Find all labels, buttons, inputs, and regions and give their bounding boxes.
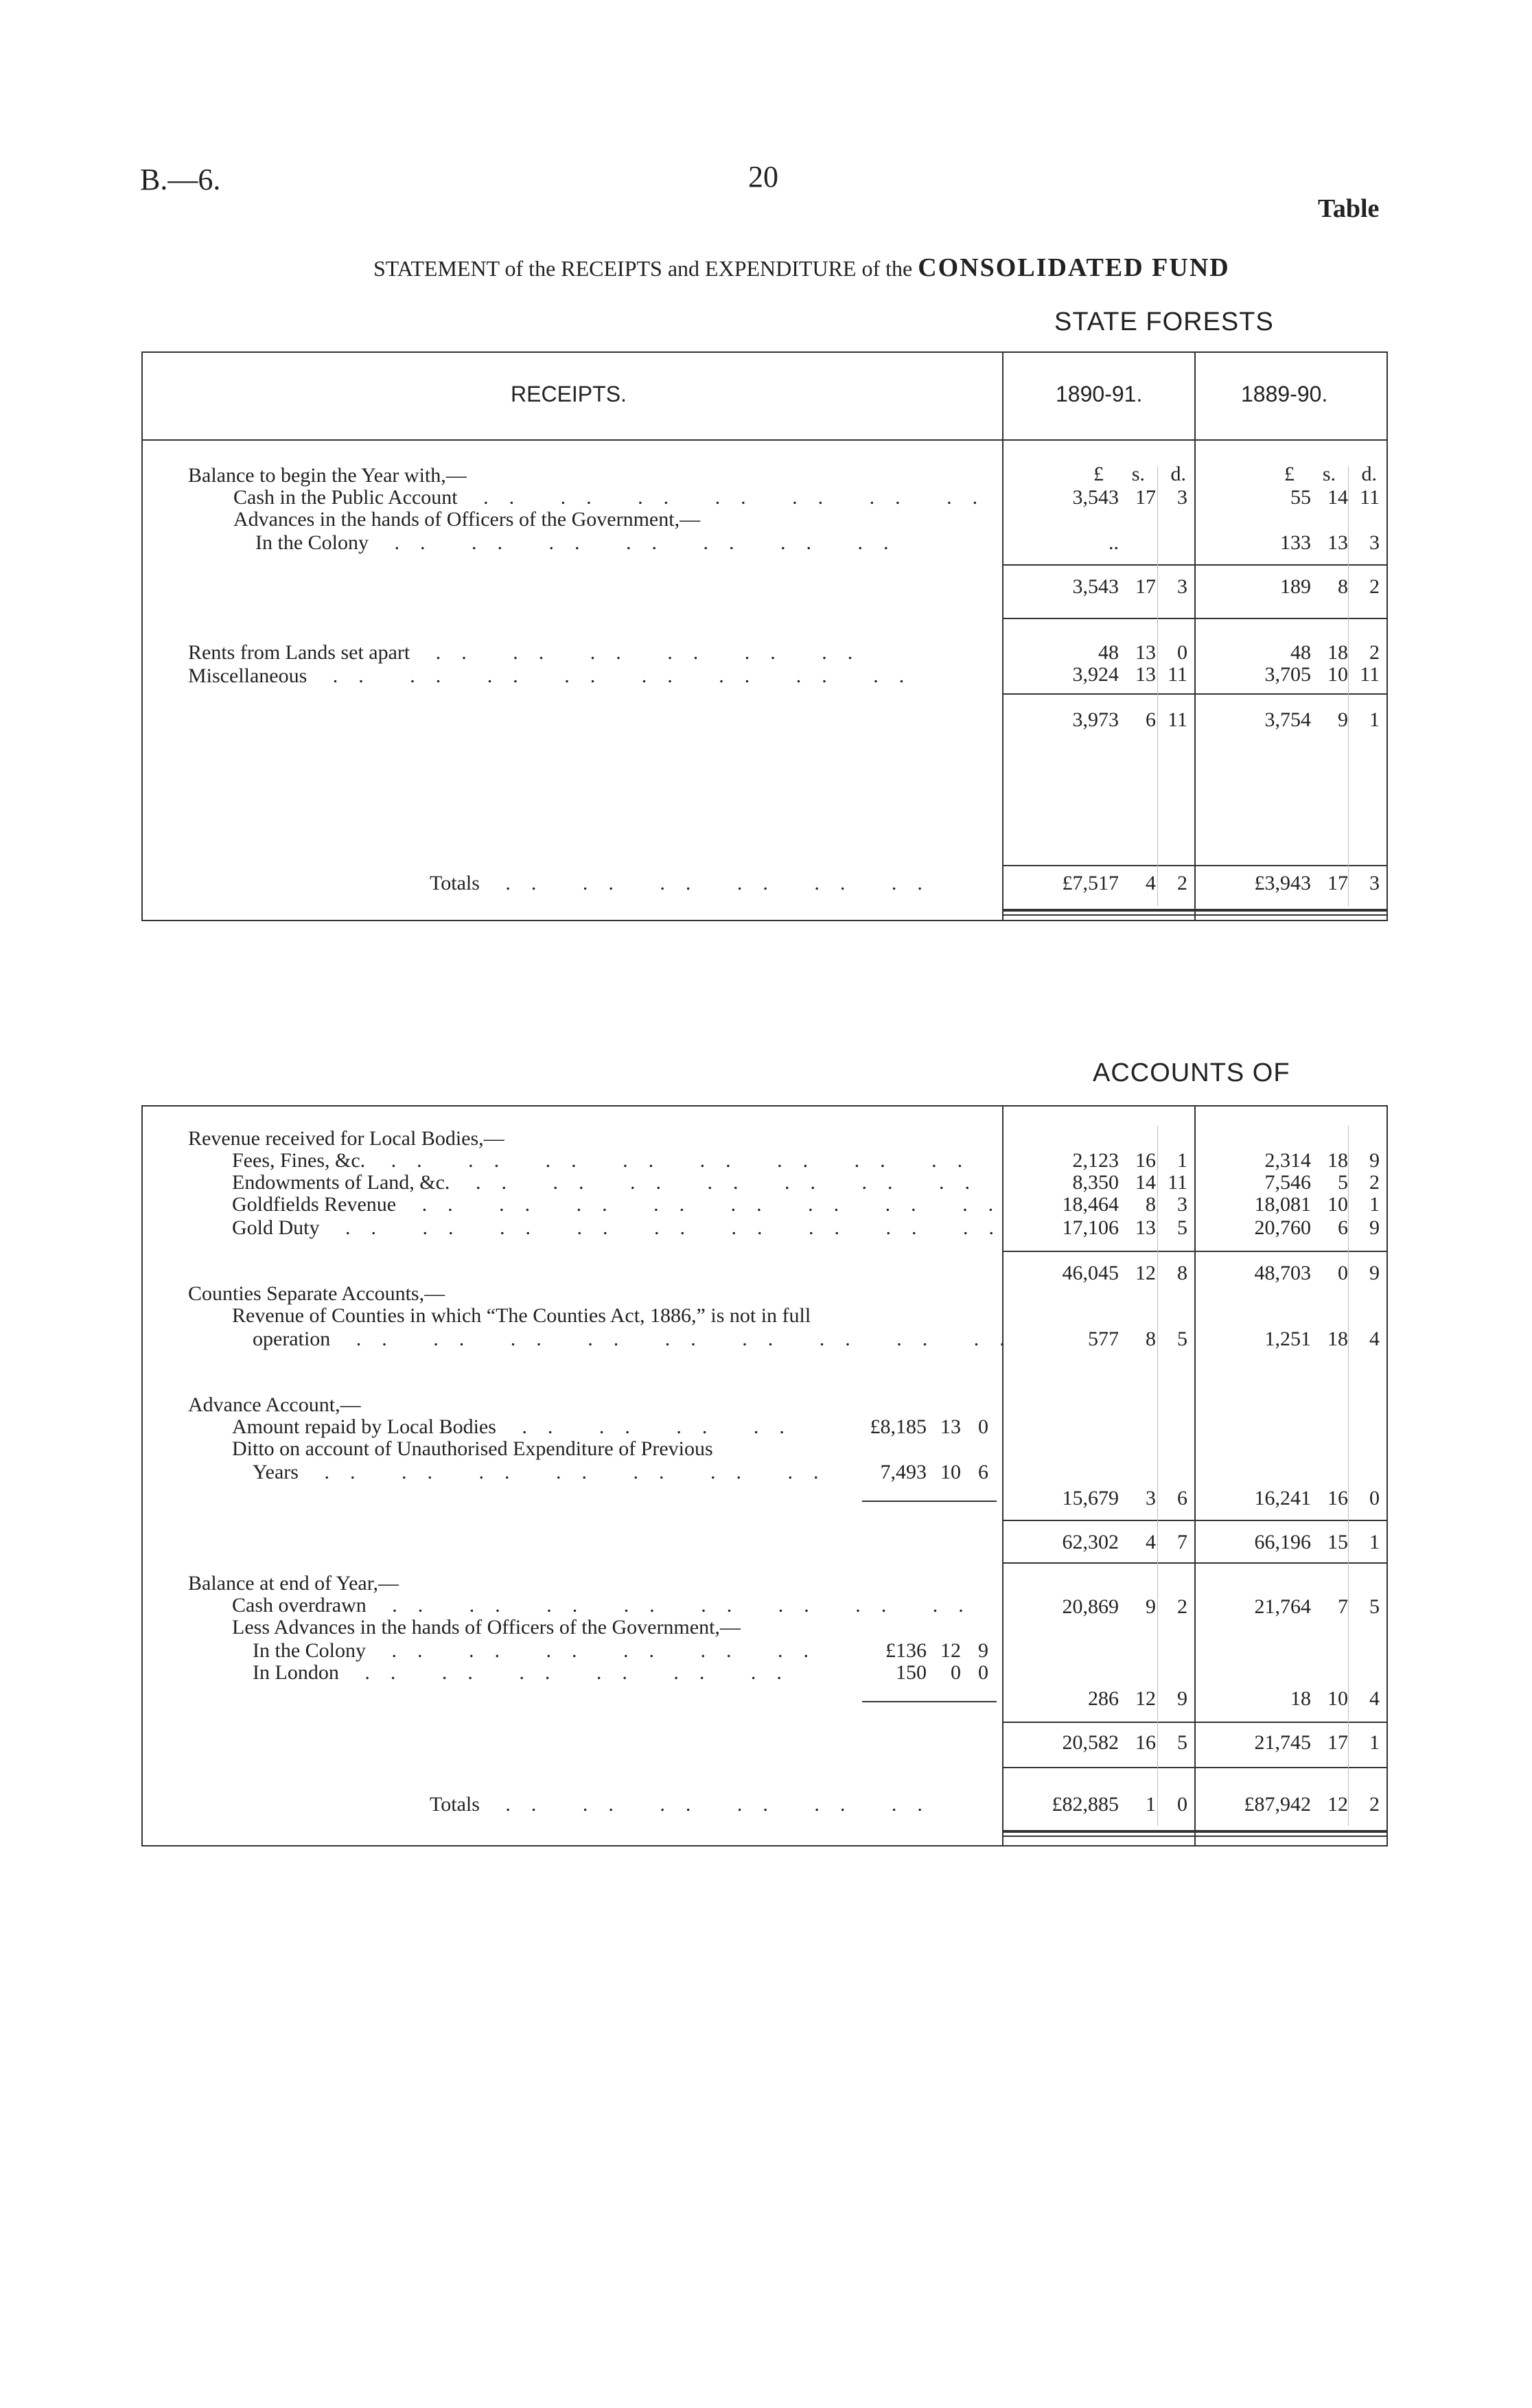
cash-overdrawn-label: Cash overdrawn .. .. .. .. .. .. .. ..: [232, 1594, 984, 1617]
totals-1890: £7,517 4 2: [1062, 872, 1187, 894]
endow-1889: 7,546 5 2: [1264, 1171, 1380, 1194]
subtotal2-1890: 3,973 6 11: [1072, 708, 1187, 731]
col-1889-90: 1889-90.: [1241, 382, 1328, 406]
fees-1890: 2,123 16 1: [1072, 1149, 1187, 1172]
subtotal1-1889: 189 8 2: [1280, 575, 1380, 598]
rents-label: Rents from Lands set apart .. .. .. .. .. ..: [188, 641, 874, 664]
col-receipts: RECEIPTS.: [511, 382, 627, 406]
revenue-heading: Revenue received for Local Bodies,—: [188, 1127, 504, 1150]
accounts-title: ACCOUNTS OF: [1093, 1058, 1290, 1087]
counties-line1: Revenue of Counties in which “The Counties Act, 1886,” is not in full: [232, 1304, 811, 1327]
acc-london-label: In London .. .. .. .. .. ..: [253, 1661, 802, 1684]
fees-label: Fees, Fines, &c. .. .. .. .. .. .. .. ..: [232, 1149, 984, 1172]
acc-totals-label: Totals .. .. .. .. .. ..: [430, 1793, 943, 1816]
acc-totals-1889: £87,942 12 2: [1244, 1793, 1380, 1816]
colony-inner: £136 12 9: [885, 1639, 988, 1662]
goldfields-1890: 18,464 8 3: [1062, 1193, 1187, 1216]
advance-heading: Advance Account,—: [188, 1393, 361, 1416]
cash-1889: 55 14 11: [1290, 486, 1380, 509]
fees-1889: 2,314 18 9: [1264, 1149, 1380, 1172]
advance-1889: 16,241 16 0: [1254, 1487, 1380, 1509]
table-label: Table: [1318, 194, 1380, 223]
advances-less-1890: 286 12 9: [1088, 1687, 1187, 1710]
counties-1889: 1,251 18 4: [1264, 1328, 1380, 1350]
repaid-inner: £8,185 13 0: [870, 1415, 988, 1438]
less-advances-label: Less Advances in the hands of Officers of the Government,—: [232, 1616, 741, 1639]
overdrawn-1890: 20,869 9 2: [1062, 1595, 1187, 1618]
goldfields-label: Goldfields Revenue .. .. .. .. .. .. .. ..: [232, 1193, 1014, 1216]
acc-colony-label: In the Colony .. .. .. .. .. ..: [253, 1639, 829, 1662]
statement-title: [373, 253, 1230, 283]
cash-1890: 3,543 17 3: [1072, 486, 1187, 509]
acc-subtotal1-1890: 46,045 12 8: [1062, 1262, 1187, 1284]
advances-less-1889: 18 10 4: [1290, 1687, 1380, 1710]
units-year1: £ s. d.: [1093, 463, 1186, 485]
goldduty-1889: 20,760 6 9: [1254, 1216, 1380, 1239]
acc-subtotal2-1889: 66,196 15 1: [1254, 1531, 1380, 1553]
totals-1889: £3,943 17 3: [1254, 872, 1380, 894]
cash-label: Cash in the Public Account .. .. .. .. .. .. ..: [233, 486, 999, 509]
counties-line2: operation .. .. .. .. .. .. .. .. ..: [253, 1328, 1025, 1350]
report-code: B.—6.: [140, 163, 221, 196]
endowments-label: Endowments of Land, &c. .. .. .. .. .. .. ..: [232, 1171, 990, 1194]
statement-prefix: STATEMENT of the RECEIPTS and EXPENDITURE of the: [373, 256, 913, 281]
goldduty-1890: 17,106 13 5: [1062, 1216, 1187, 1239]
rents-1890: 48 13 0: [1098, 641, 1187, 664]
subtotal1-1890: 3,543 17 3: [1072, 575, 1187, 598]
counties-heading: Counties Separate Accounts,—: [188, 1282, 445, 1305]
misc-1890: 3,924 13 11: [1072, 663, 1187, 686]
goldfields-1889: 18,081 10 1: [1254, 1193, 1380, 1216]
gold-duty-label: Gold Duty .. .. .. .. .. .. .. .. ..: [232, 1216, 1014, 1239]
endow-1890: 8,350 14 11: [1072, 1171, 1187, 1194]
ditto-line2: Years .. .. .. .. .. .. ..: [253, 1461, 839, 1483]
counties-1890: 577 8 5: [1088, 1328, 1187, 1350]
london-inner: 150 0 0: [896, 1661, 988, 1684]
colony-1890: ..: [1109, 531, 1119, 554]
misc-1889: 3,705 10 11: [1264, 663, 1380, 686]
units-year2: £ s. d.: [1284, 463, 1377, 485]
overdrawn-1889: 21,764 7 5: [1254, 1595, 1380, 1618]
colony-label: In the Colony .. .. .. .. .. .. ..: [255, 531, 909, 554]
advance-1890: 15,679 3 6: [1062, 1487, 1187, 1509]
page-number: 20: [748, 160, 778, 194]
col-1890-91: 1890-91.: [1056, 382, 1143, 406]
balance-heading: Balance to begin the Year with,—: [188, 464, 467, 487]
acc-subtotal2-1890: 62,302 4 7: [1062, 1531, 1187, 1553]
misc-label: Miscellaneous .. .. .. .. .. .. .. ..: [188, 664, 925, 687]
acc-totals-1890: £82,885 1 0: [1052, 1793, 1187, 1816]
balance-end-heading: Balance at end of Year,—: [188, 1572, 399, 1595]
subtotal2-1889: 3,754 9 1: [1264, 708, 1380, 731]
acc-subtotal1-1889: 48,703 0 9: [1254, 1262, 1380, 1284]
ditto-inner: 7,493 10 6: [880, 1461, 988, 1483]
balance-1890: 20,582 16 5: [1062, 1731, 1187, 1754]
ditto-line1: Ditto on account of Unauthorised Expenditure of Previous: [232, 1437, 713, 1460]
repaid-label: Amount repaid by Local Bodies .. .. .. ..: [232, 1415, 805, 1438]
rents-1889: 48 18 2: [1290, 641, 1380, 664]
balance-1889: 21,745 17 1: [1254, 1731, 1380, 1754]
advances-label: Advances in the hands of Officers of the Government,—: [233, 508, 701, 531]
totals-label: Totals .. .. .. .. .. ..: [430, 872, 943, 894]
colony-1889: 133 13 3: [1280, 531, 1380, 554]
statement-fund: CONSOLIDATED FUND: [918, 253, 1230, 282]
state-forests-title: STATE FORESTS: [1054, 308, 1274, 336]
